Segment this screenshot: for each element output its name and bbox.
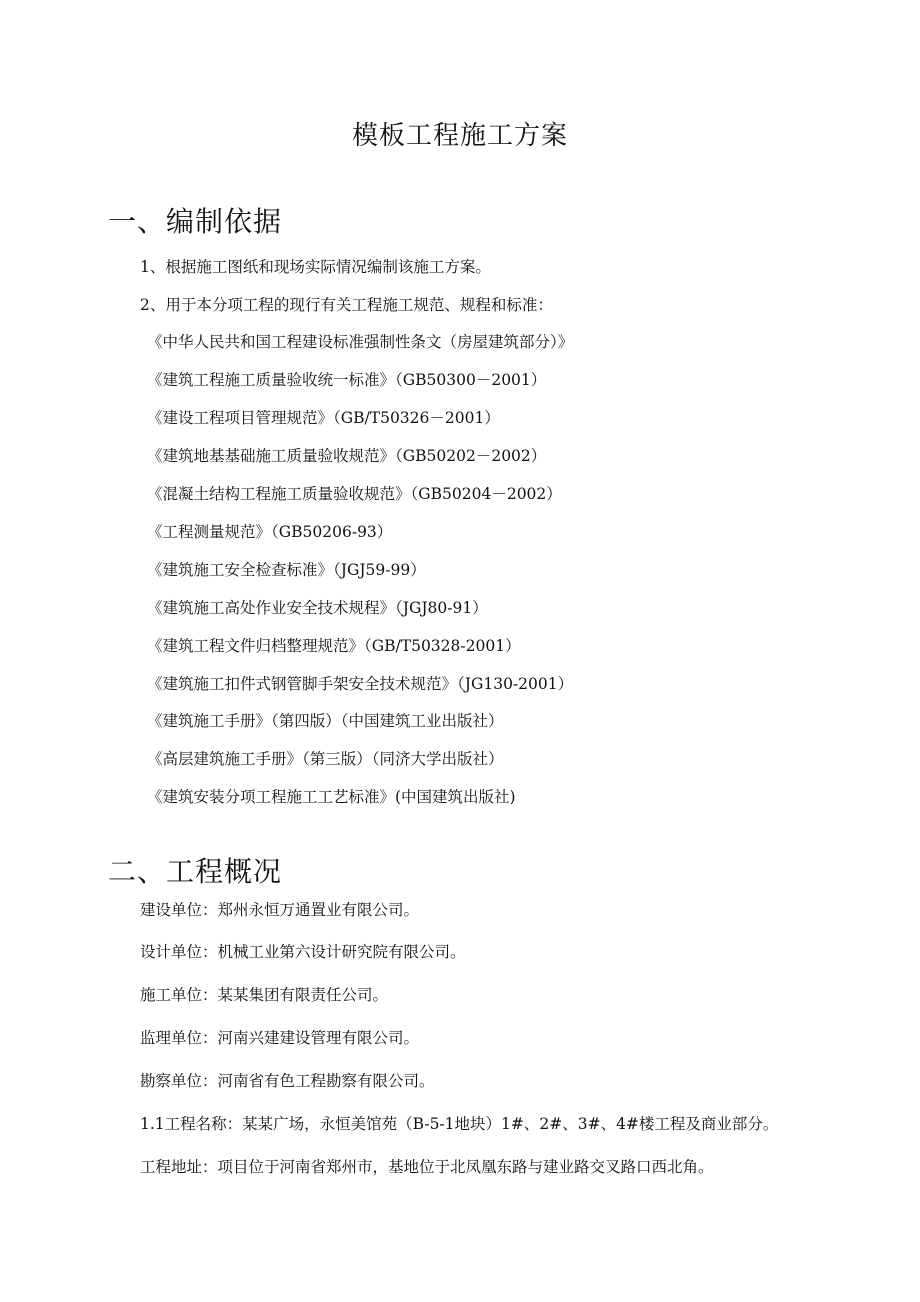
reference-item: 《高层建筑施工手册》（第三版）（同济大学出版社） xyxy=(147,750,504,768)
reference-item: 《建筑施工手册》（第四版）（中国建筑工业出版社） xyxy=(147,712,504,730)
overview-line: 建设单位：郑州永恒万通置业有限公司。 xyxy=(140,901,420,919)
reference-item: 《建筑施工安全检查标准》（JGJ59-99） xyxy=(147,561,426,579)
overview-line: 设计单位：机械工业第六设计研究院有限公司。 xyxy=(140,943,466,961)
section-heading-basis: 一、编制依据 xyxy=(108,205,283,238)
reference-item: 《中华人民共和国工程建设标准强制性条文（房屋建筑部分）》 xyxy=(147,333,574,351)
basis-item-2: 2、用于本分项工程的现行有关工程施工规范、规程和标准： xyxy=(140,296,553,314)
reference-item: 《建筑工程施工质量验收统一标准》（GB50300－2001） xyxy=(147,371,547,389)
section-heading-overview: 二、工程概况 xyxy=(108,855,283,888)
reference-item: 《建筑施工扣件式钢管脚手架安全技术规范》（JG130-2001） xyxy=(147,675,574,693)
reference-item: 《工程测量规范》（GB50206-93） xyxy=(147,523,393,541)
reference-item: 《建筑施工高处作业安全技术规程》（JGJ80-91） xyxy=(147,599,488,617)
reference-item: 《建筑地基基础施工质量验收规范》（GB50202－2002） xyxy=(147,447,547,465)
reference-item: 《建设工程项目管理规范》（GB/T50326－2001） xyxy=(147,409,500,427)
overview-line: 施工单位：某某集团有限责任公司。 xyxy=(140,986,389,1004)
overview-line: 监理单位：河南兴建建设管理有限公司。 xyxy=(140,1029,420,1047)
overview-line: 勘察单位：河南省有色工程勘察有限公司。 xyxy=(140,1072,435,1090)
basis-item-1: 1、根据施工图纸和现场实际情况编制该施工方案。 xyxy=(140,258,491,276)
document-title: 模板工程施工方案 xyxy=(351,121,568,151)
reference-item: 《建筑工程文件归档整理规范》（GB/T50328-2001） xyxy=(147,637,521,655)
reference-item: 《混凝土结构工程施工质量验收规范》（GB50204－2002） xyxy=(147,485,562,503)
reference-item: 《建筑安装分项工程施工工艺标准》(中国建筑出版社) xyxy=(147,788,516,806)
overview-line: 1.1工程名称：某某广场，永恒美馆苑（B-5-1地块）1#、2#、3#、4#楼工程及商业部分。 xyxy=(140,1115,779,1133)
overview-line: 工程地址：项目位于河南省郑州市，基地位于北凤凰东路与建业路交叉路口西北角。 xyxy=(140,1158,714,1176)
